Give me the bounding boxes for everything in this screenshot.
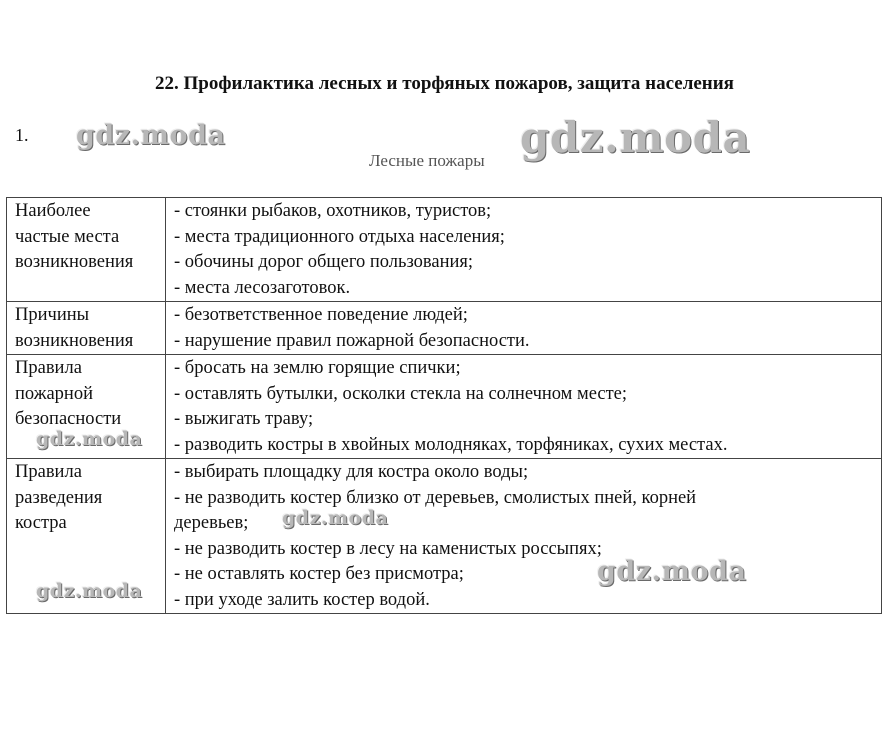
- list-item: - стоянки рыбаков, охотников, туристов;: [174, 201, 492, 221]
- list-item: - места традиционного отдыха населения;: [174, 226, 505, 247]
- row-label-line: частые места: [15, 226, 120, 247]
- table-row: [7, 198, 882, 302]
- list-item: - разводить костры в хвойных молодняках, торфяниках, сухих местах.: [174, 434, 728, 455]
- page-title: 22. Профилактика лесных и торфяных пожаров, защита населения: [155, 73, 734, 94]
- watermark: gdz.moda: [76, 120, 226, 151]
- watermark: gdz.moda: [36, 580, 143, 602]
- watermark: gdz.moda: [282, 507, 389, 529]
- row-label-line: возникновения: [15, 330, 134, 351]
- list-item: - не оставлять костер без присмотра;: [174, 564, 464, 584]
- row-label-line: возникновения: [15, 252, 134, 272]
- list-item: - не разводить костер в лесу на каменистых россыпях;: [174, 538, 602, 559]
- row-label-line: Правила: [15, 358, 82, 378]
- list-item: - безответственное поведение людей;: [174, 305, 468, 325]
- row-label-line: костра: [15, 513, 67, 533]
- list-item: - обочины дорог общего пользования;: [174, 252, 474, 272]
- list-item: деревьев;: [174, 513, 249, 533]
- row-label-line: Правила: [15, 462, 82, 482]
- row-label: [7, 355, 166, 459]
- table-row: [7, 459, 882, 614]
- row-label-line: разведения: [15, 487, 103, 508]
- forest-fires-table: [6, 197, 882, 614]
- row-label: [7, 302, 166, 355]
- list-item: - выжигать траву;: [174, 409, 314, 429]
- list-item: - места лесозаготовок.: [174, 277, 351, 298]
- row-label-line: пожарной: [15, 383, 93, 404]
- watermark: gdz.moda: [597, 556, 747, 587]
- watermark: gdz.moda: [36, 428, 143, 450]
- table-row: [7, 302, 882, 355]
- list-item: - выбирать площадку для костра около воды;: [174, 462, 529, 482]
- row-items: [166, 302, 882, 355]
- row-label-line: Наиболее: [15, 201, 91, 221]
- list-item: - не разводить костер близко от деревьев, смолистых пней, корней: [174, 487, 697, 508]
- list-item: - нарушение правил пожарной безопасности.: [174, 330, 530, 351]
- list-item: - бросать на землю горящие спички;: [174, 358, 461, 378]
- task-number: 1.: [15, 125, 29, 145]
- table-row: [7, 355, 882, 459]
- row-items: [166, 198, 882, 302]
- row-label-line: безопасности: [15, 409, 122, 429]
- row-label: [7, 459, 166, 614]
- row-label-line: Причины: [15, 305, 90, 325]
- row-items: [166, 355, 882, 459]
- row-label: [7, 198, 166, 302]
- list-item: - при уходе залить костер водой.: [174, 589, 430, 610]
- watermark: gdz.moda: [520, 113, 751, 162]
- row-items: [166, 459, 882, 614]
- list-item: - оставлять бутылки, осколки стекла на солнечном месте;: [174, 383, 628, 404]
- table-subtitle: Лесные пожары: [369, 151, 485, 170]
